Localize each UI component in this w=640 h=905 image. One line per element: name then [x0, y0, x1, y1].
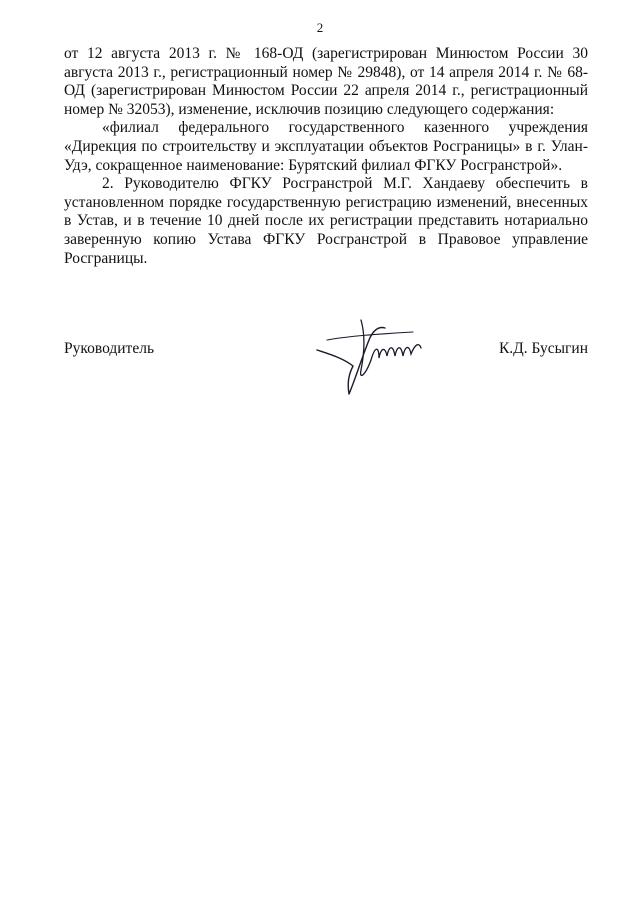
paragraph-excluded-position: «филиал федерального государственного казенного учреждения «Дирекция по строительству и эксплуатации объектов Росграницы» в г. Улан-Удэ, сокращенное наименование: Бурятский филиал ФГКУ Росгранстрой».: [64, 119, 588, 174]
document-body: [64, 45, 588, 268]
signature-block: [64, 310, 588, 400]
paragraph-amendment-reference: от 12 августа 2013 г. № 168-ОД (зарегистрирован Минюстом России 30 августа 2013 г., регистрационный номер № 29848), от 14 апреля 2014 г. № 68-ОД (зарегистрирован Минюстом России 22 апреля 2014 г., регистрационный номер № 32053), изменение, исключив позицию следующего содержания:: [64, 45, 588, 118]
handwritten-signature: [309, 310, 439, 400]
signer-name: К.Д. Бусыгин: [498, 340, 588, 357]
signer-role: Руководитель: [64, 340, 155, 357]
paragraph-instruction-2: 2. Руководителю ФГКУ Росгранстрой М.Г. Хандаеву обеспечить в установленном порядке государственную регистрацию изменений, внесенных в Устав, и в течение 10 дней после их регистрации представить нотариально заверенную копию Устава ФГКУ Росгранстрой в Правовое управление Росграницы.: [64, 175, 588, 267]
page-number: 2: [316, 20, 324, 35]
